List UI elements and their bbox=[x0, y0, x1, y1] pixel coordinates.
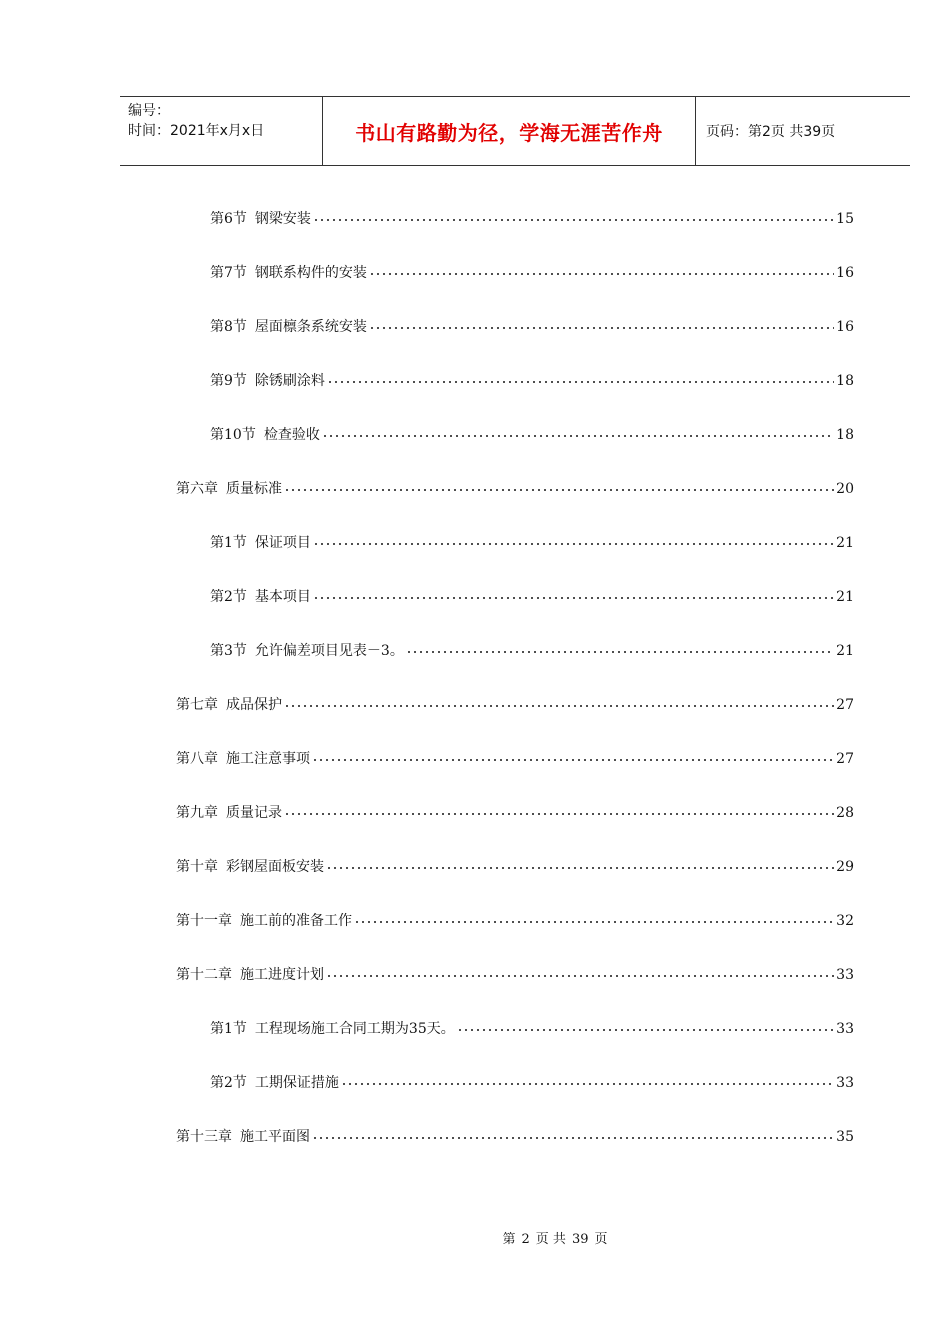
toc-entry-page: 20 bbox=[836, 481, 854, 497]
toc-entry[interactable] bbox=[210, 640, 854, 662]
toc-entry-title: 施工进度计划 bbox=[240, 967, 324, 983]
toc-dot-leader bbox=[354, 918, 834, 926]
toc-dot-leader bbox=[313, 216, 834, 224]
toc-entry-number: 第1节 bbox=[210, 1021, 247, 1037]
page-header bbox=[120, 96, 910, 166]
toc-entry-page: 35 bbox=[836, 1129, 854, 1145]
toc-entry-title: 检查验收 bbox=[263, 427, 320, 443]
toc-entry-label bbox=[176, 748, 310, 770]
toc-entry[interactable] bbox=[210, 586, 854, 608]
toc-entry[interactable] bbox=[210, 262, 854, 284]
toc-entry[interactable] bbox=[176, 964, 854, 986]
header-motto-cell bbox=[322, 97, 696, 165]
toc-entry-label bbox=[210, 1072, 339, 1094]
toc-entry-page: 33 bbox=[836, 1021, 854, 1037]
toc-dot-leader bbox=[369, 270, 834, 278]
toc-entry[interactable] bbox=[176, 910, 854, 932]
document-time-label: 时间：2021年x月x日 bbox=[128, 123, 265, 139]
toc-dot-leader bbox=[326, 972, 834, 980]
toc-dot-leader bbox=[322, 432, 834, 440]
toc-entry[interactable] bbox=[210, 1018, 854, 1040]
toc-entry-label bbox=[210, 1018, 455, 1040]
toc-entry-number: 第8节 bbox=[210, 319, 247, 335]
toc-entry-label bbox=[176, 694, 282, 716]
toc-entry-label bbox=[210, 586, 311, 608]
toc-entry[interactable] bbox=[210, 424, 854, 446]
toc-entry-number: 第七章 bbox=[176, 697, 218, 713]
toc-entry-label bbox=[176, 1126, 310, 1148]
toc-entry-number: 第六章 bbox=[176, 481, 218, 497]
toc-entry[interactable] bbox=[176, 802, 854, 824]
toc-entry[interactable] bbox=[210, 1072, 854, 1094]
toc-dot-leader bbox=[341, 1080, 834, 1088]
toc-entry-title: 基本项目 bbox=[254, 589, 311, 605]
toc-entry-page: 21 bbox=[836, 535, 854, 551]
toc-entry-title: 除锈刷涂料 bbox=[254, 373, 325, 389]
toc-dot-leader bbox=[326, 864, 834, 872]
footer-prefix: 第 bbox=[502, 1232, 516, 1247]
header-page-info-cell bbox=[696, 97, 910, 165]
toc-entry-title: 工期保证措施 bbox=[254, 1075, 339, 1091]
toc-entry-page: 15 bbox=[836, 211, 854, 227]
toc-entry-page: 27 bbox=[836, 697, 854, 713]
toc-entry-title: 屋面檩条系统安装 bbox=[254, 319, 367, 335]
toc-entry-page: 18 bbox=[836, 427, 854, 443]
toc-entry-number: 第10节 bbox=[210, 427, 256, 443]
toc-dot-leader bbox=[284, 486, 834, 494]
toc-dot-leader bbox=[327, 378, 834, 386]
toc-entry-page: 18 bbox=[836, 373, 854, 389]
toc-entry-page: 28 bbox=[836, 805, 854, 821]
toc-entry-label bbox=[176, 478, 282, 500]
toc-entry-label bbox=[210, 532, 311, 554]
toc-entry[interactable] bbox=[210, 370, 854, 392]
toc-entry[interactable] bbox=[176, 478, 854, 500]
toc-dot-leader bbox=[369, 324, 834, 332]
toc-dot-leader bbox=[284, 702, 834, 710]
toc-entry-label bbox=[210, 208, 311, 230]
footer-total-pages: 39 bbox=[571, 1232, 589, 1247]
toc-entry[interactable] bbox=[210, 316, 854, 338]
toc-entry-title: 质量记录 bbox=[226, 805, 282, 821]
toc-entry-page: 21 bbox=[836, 589, 854, 605]
header-motto: 书山有路勤为径，学海无涯苦作舟 bbox=[355, 120, 663, 145]
toc-entry-title: 允许偏差项目见表－3。 bbox=[254, 643, 404, 659]
footer-suffix: 页 bbox=[594, 1232, 608, 1247]
toc-entry-number: 第2节 bbox=[210, 589, 247, 605]
toc-entry-page: 29 bbox=[836, 859, 854, 875]
toc-entry-page: 16 bbox=[836, 265, 854, 281]
toc-entry-number: 第7节 bbox=[210, 265, 247, 281]
toc-entry-label bbox=[176, 964, 324, 986]
toc-entry[interactable] bbox=[210, 208, 854, 230]
toc-entry-page: 16 bbox=[836, 319, 854, 335]
toc-entry[interactable] bbox=[176, 694, 854, 716]
toc-entry-number: 第十二章 bbox=[176, 967, 232, 983]
toc-entry-number: 第3节 bbox=[210, 643, 247, 659]
toc-entry-label bbox=[176, 856, 324, 878]
toc-entry-title: 施工前的准备工作 bbox=[240, 913, 352, 929]
toc-entry-number: 第2节 bbox=[210, 1075, 247, 1091]
toc-entry-label bbox=[210, 370, 325, 392]
toc-entry-title: 质量标准 bbox=[226, 481, 282, 497]
toc-dot-leader bbox=[313, 594, 834, 602]
toc-entry-label bbox=[176, 802, 282, 824]
toc-entry-title: 施工注意事项 bbox=[226, 751, 310, 767]
toc-entry-number: 第十章 bbox=[176, 859, 218, 875]
toc-entry-label bbox=[210, 316, 367, 338]
toc-entry-page: 33 bbox=[836, 1075, 854, 1091]
toc-dot-leader bbox=[457, 1026, 834, 1034]
toc-entry-page: 32 bbox=[836, 913, 854, 929]
footer-current-page: 2 bbox=[521, 1232, 530, 1247]
toc-entry-number: 第十一章 bbox=[176, 913, 232, 929]
toc-entry-number: 第九章 bbox=[176, 805, 218, 821]
toc-entry[interactable] bbox=[176, 1126, 854, 1148]
toc-dot-leader bbox=[312, 756, 834, 764]
toc-dot-leader bbox=[312, 1134, 834, 1142]
toc-entry-title: 钢联系构件的安装 bbox=[254, 265, 367, 281]
document-number-label: 编号： bbox=[128, 103, 170, 119]
toc-entry[interactable] bbox=[176, 856, 854, 878]
toc-entry-number: 第八章 bbox=[176, 751, 218, 767]
toc-entry-title: 彩钢屋面板安装 bbox=[226, 859, 324, 875]
toc-dot-leader bbox=[313, 540, 834, 548]
toc-entry[interactable] bbox=[176, 748, 854, 770]
toc-entry-title: 钢梁安装 bbox=[254, 211, 311, 227]
header-page-info: 页码：第2页 共39页 bbox=[706, 124, 836, 140]
toc-dot-leader bbox=[284, 810, 834, 818]
toc-entry-title: 保证项目 bbox=[254, 535, 311, 551]
toc-entry-page: 27 bbox=[836, 751, 854, 767]
footer-middle: 页 共 bbox=[535, 1232, 566, 1247]
toc-entry-page: 33 bbox=[836, 967, 854, 983]
toc-entry-label bbox=[210, 640, 404, 662]
toc-entry-title: 工程现场施工合同工期为35天。 bbox=[254, 1021, 455, 1037]
toc-entry-number: 第9节 bbox=[210, 373, 247, 389]
toc-entry-label bbox=[210, 262, 367, 284]
toc-entry-label bbox=[176, 910, 352, 932]
toc-entry-number: 第十三章 bbox=[176, 1129, 232, 1145]
toc-dot-leader bbox=[406, 648, 834, 656]
page-footer bbox=[0, 1228, 950, 1247]
toc-entry-title: 成品保护 bbox=[226, 697, 282, 713]
toc-entry-number: 第6节 bbox=[210, 211, 247, 227]
toc-entry-title: 施工平面图 bbox=[240, 1129, 310, 1145]
header-meta bbox=[120, 97, 322, 165]
toc-entry-number: 第1节 bbox=[210, 535, 247, 551]
toc-entry-page: 21 bbox=[836, 643, 854, 659]
toc-entry-label bbox=[210, 424, 320, 446]
toc-entry[interactable] bbox=[210, 532, 854, 554]
